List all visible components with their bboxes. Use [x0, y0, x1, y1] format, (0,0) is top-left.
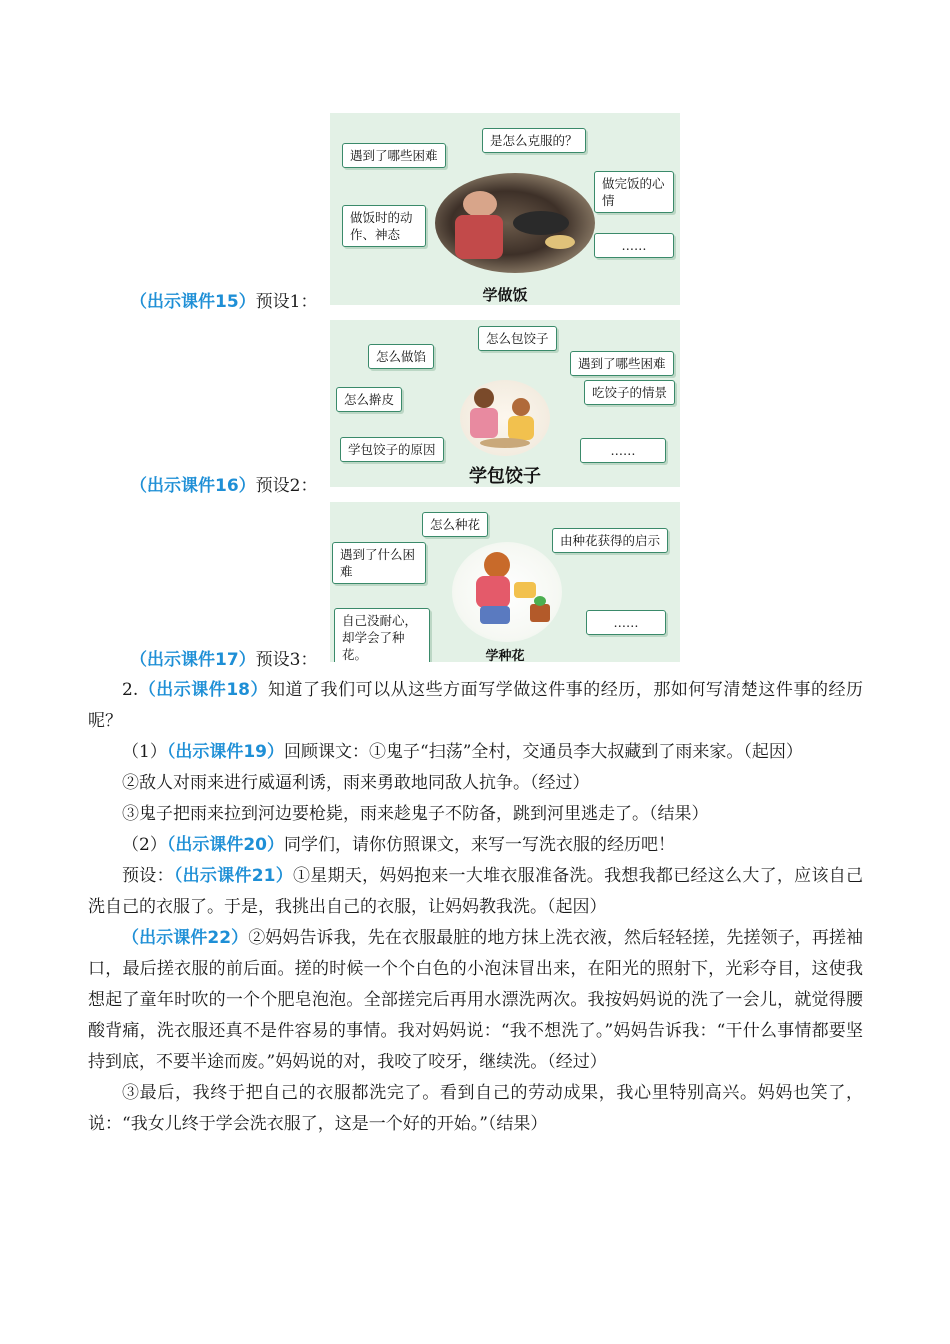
figure-caption-1: [130, 287, 318, 312]
figure-caption-3: [130, 645, 318, 670]
figure-caption-2: [130, 471, 318, 496]
paragraph-preset-process: （出示课件22）②妈妈告诉我，先在衣服最脏的地方抹上洗衣液，然后轻轻搓，先搓领子，再搓袖口，最后搓衣服的前后面。搓的时候一个个白色的小泡沫冒出来，在阳光的照射下，光彩夺目，这使我想起了童年时吹的一个个肥皂泡泡。全部搓完后再用水漂洗两次。我按妈妈说的洗了一会儿，就觉得腰酸背痛，洗衣服还真不是件容易的事情。我对妈妈说：“我不想洗了。”妈妈告诉我：“干什么事情都要坚持到底，不要半途而废。”妈妈说的对，我咬了咬牙，继续洗。（经过）: [88, 928, 863, 1072]
courseware-link[interactable]: （出示课件20）: [166, 835, 284, 855]
paragraph-preset-result: ③最后，我终于把自己的衣服都洗完了。看到自己的劳动成果，我心里特别高兴。妈妈也笑了，说：“我女儿终于学会洗衣服了，这是一个好的开始。”（结果）: [88, 1083, 863, 1134]
bubble-feeling: 做完饭的心情: [594, 171, 674, 213]
bubble-overcome: 是怎么克服的？: [482, 128, 586, 153]
bubble-actions: 做饭时的动作、神态: [342, 205, 426, 247]
dumplings-illustration: [460, 380, 550, 456]
bubble-difficulties: 遇到了哪些困难: [342, 143, 446, 168]
figure-planting-panel: [330, 502, 680, 662]
planting-illustration: [452, 542, 562, 642]
bubble-how-plant: 怎么种花: [422, 512, 488, 537]
courseware-link[interactable]: （出示课件15）: [130, 292, 256, 312]
caption-text: 预设1：: [255, 292, 318, 312]
figure-title: 学做饭: [482, 286, 528, 304]
figure-title: 学种花: [485, 649, 525, 662]
figure-dumplings-panel: [330, 320, 680, 487]
bubble-ellipsis: ……: [594, 233, 674, 258]
caption-text: 预设2：: [255, 476, 318, 496]
paragraph-result: ③鬼子把雨来拉到河边要枪毙，雨来趁鬼子不防备，跳到河里逃走了。（结果）: [122, 804, 709, 824]
bubble-rolling: 怎么擀皮: [336, 387, 402, 412]
bubble-learned: 自己没耐心，却学会了种花。: [334, 608, 430, 662]
bubble-inspiration: 由种花获得的启示: [552, 528, 668, 553]
figure-title: 学包饺子: [469, 466, 541, 487]
bubble-how-wrap: 怎么包饺子: [478, 326, 557, 351]
cooking-photo: [435, 173, 595, 273]
figure-cooking-panel: [330, 113, 680, 305]
courseware-link[interactable]: （出示课件18）: [138, 680, 269, 700]
body-text: [88, 675, 863, 1140]
courseware-link[interactable]: （出示课件21）: [173, 866, 293, 886]
bubble-reason: 学包饺子的原因: [340, 437, 444, 462]
bubble-difficulties: 遇到了什么困难: [332, 542, 426, 584]
paragraph-process: ②敌人对雨来进行威逼利诱，雨来勇敢地同敌人抗争。（经过）: [122, 773, 590, 793]
paragraph-task: （2）（出示课件20）同学们，请你仿照课文，来写一写洗衣服的经历吧！: [122, 835, 675, 855]
paragraph-preset-cause: 预设：（出示课件21）①星期天，妈妈抱来一大堆衣服准备洗。我想我都已经这么大了，应该自己洗自己的衣服了。于是，我挑出自己的衣服，让妈妈教我洗。（起因）: [88, 866, 864, 917]
bubble-ellipsis: ……: [580, 438, 666, 463]
courseware-link[interactable]: （出示课件19）: [166, 742, 284, 762]
bubble-filling: 怎么做馅: [368, 344, 434, 369]
courseware-link[interactable]: （出示课件22）: [122, 928, 249, 948]
caption-text: 预设3：: [255, 650, 318, 670]
bubble-eating: 吃饺子的情景: [584, 380, 675, 405]
paragraph-2: 2.（出示课件18）知道了我们可以从这些方面写学做这件事的经历，那如何写清楚这件事的经历呢？: [88, 680, 863, 731]
bubble-ellipsis: ……: [586, 610, 666, 635]
courseware-link[interactable]: （出示课件16）: [130, 476, 256, 496]
bubble-difficulties: 遇到了哪些困难: [570, 351, 674, 376]
paragraph-review: （1）（出示课件19）回顾课文：①鬼子“扫荡”全村，交通员李大叔藏到了雨来家。（起因）: [122, 742, 803, 762]
courseware-link[interactable]: （出示课件17）: [130, 650, 256, 670]
